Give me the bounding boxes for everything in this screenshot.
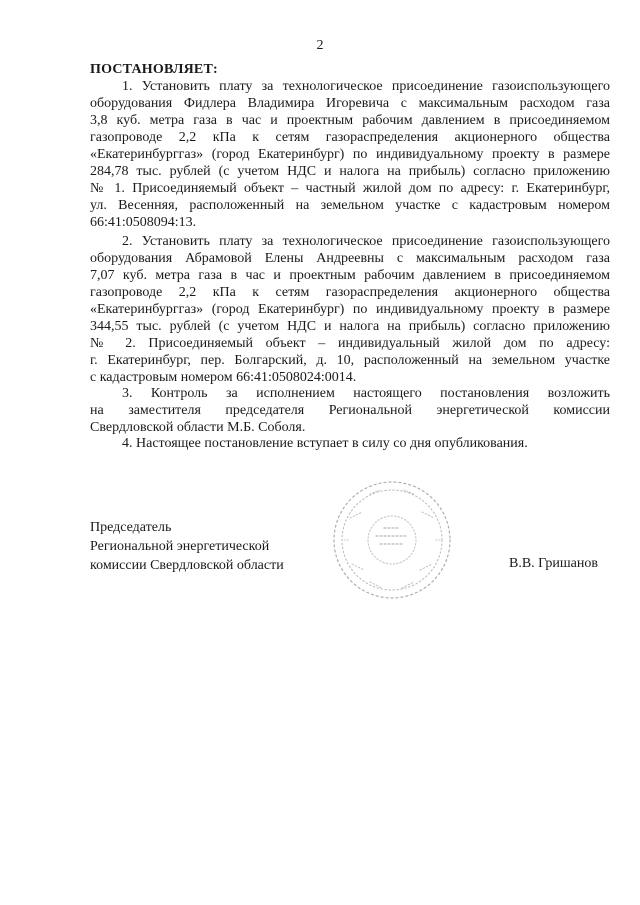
paragraph-1-line: «Екатеринбурггаз» (город Екатеринбург) по индивидуальному проекту в размере xyxy=(90,147,610,162)
signer-title-line: комиссии Свердловской области xyxy=(90,558,284,573)
paragraph-1-line: № 1. Присоединяемый объект – частный жилой дом по адресу: г. Екатеринбург, xyxy=(90,181,610,196)
official-stamp-icon xyxy=(330,478,454,602)
paragraph-1-line: газопроводе 2,2 кПа к сетям газораспределения акционерного общества xyxy=(90,130,610,145)
paragraph-4-line: 4. Настоящее постановление вступает в силу со дня опубликования. xyxy=(122,436,528,451)
paragraph-2 xyxy=(90,233,610,386)
paragraph-3 xyxy=(90,385,610,436)
paragraph-2-line: газопроводе 2,2 кПа к сетям газораспределения акционерного общества xyxy=(90,285,610,300)
paragraph-1-line: 1. Установить плату за технологическое присоединение газоиспользующего xyxy=(122,79,610,94)
signer-title-line: Региональной энергетической xyxy=(90,539,270,554)
paragraph-2-line: 344,55 тыс. рублей (с учетом НДС и налога на прибыль) согласно приложению xyxy=(90,319,610,334)
paragraph-2-line: с кадастровым номером 66:41:0508024:0014. xyxy=(90,370,357,385)
paragraph-1-line: оборудования Фидлера Владимира Игоревича с максимальным расходом газа xyxy=(90,96,610,111)
resolution-heading: ПОСТАНОВЛЯЕТ: xyxy=(90,62,218,77)
signature-block xyxy=(90,518,284,575)
paragraph-4 xyxy=(90,435,610,452)
paragraph-1 xyxy=(90,78,610,231)
paragraph-2-line: оборудования Абрамовой Елены Андреевны с максимальным расходом газа xyxy=(90,251,610,266)
paragraph-3-line: 3. Контроль за исполнением настоящего постановления возложить xyxy=(122,386,610,401)
paragraph-2-line: г. Екатеринбург, пер. Болгарский, д. 10, расположенный на земельном участке xyxy=(90,353,610,368)
paragraph-2-line: «Екатеринбурггаз» (город Екатеринбург) по индивидуальному проекту в размере xyxy=(90,302,610,317)
signer-title-line: Председатель xyxy=(90,520,172,535)
paragraph-2-line: 7,07 куб. метра газа в час и проектным рабочим давлением в присоединяемом xyxy=(90,268,610,283)
paragraph-2-line: № 2. Присоединяемый объект – индивидуальный жилой дом по адресу: xyxy=(90,336,610,351)
paragraph-3-line: на заместителя председателя Региональной энергетической комиссии xyxy=(90,403,610,418)
paragraph-1-line: 66:41:0508094:13. xyxy=(90,215,197,230)
paragraph-3-line: Свердловской области М.Б. Соболя. xyxy=(90,420,306,435)
paragraph-1-line: 284,78 тыс. рублей (с учетом НДС и налога на прибыль) согласно приложению xyxy=(90,164,610,179)
page-number: 2 xyxy=(316,38,324,53)
paragraph-2-line: 2. Установить плату за технологическое присоединение газоиспользующего xyxy=(122,234,610,249)
paragraph-1-line: ул. Весенняя, расположенный на земельном участке с кадастровым номером xyxy=(90,198,610,213)
signer-name: В.В. Гришанов xyxy=(509,556,598,571)
paragraph-1-line: 3,8 куб. метра газа в час и проектным рабочим давлением в присоединяемом xyxy=(90,113,610,128)
